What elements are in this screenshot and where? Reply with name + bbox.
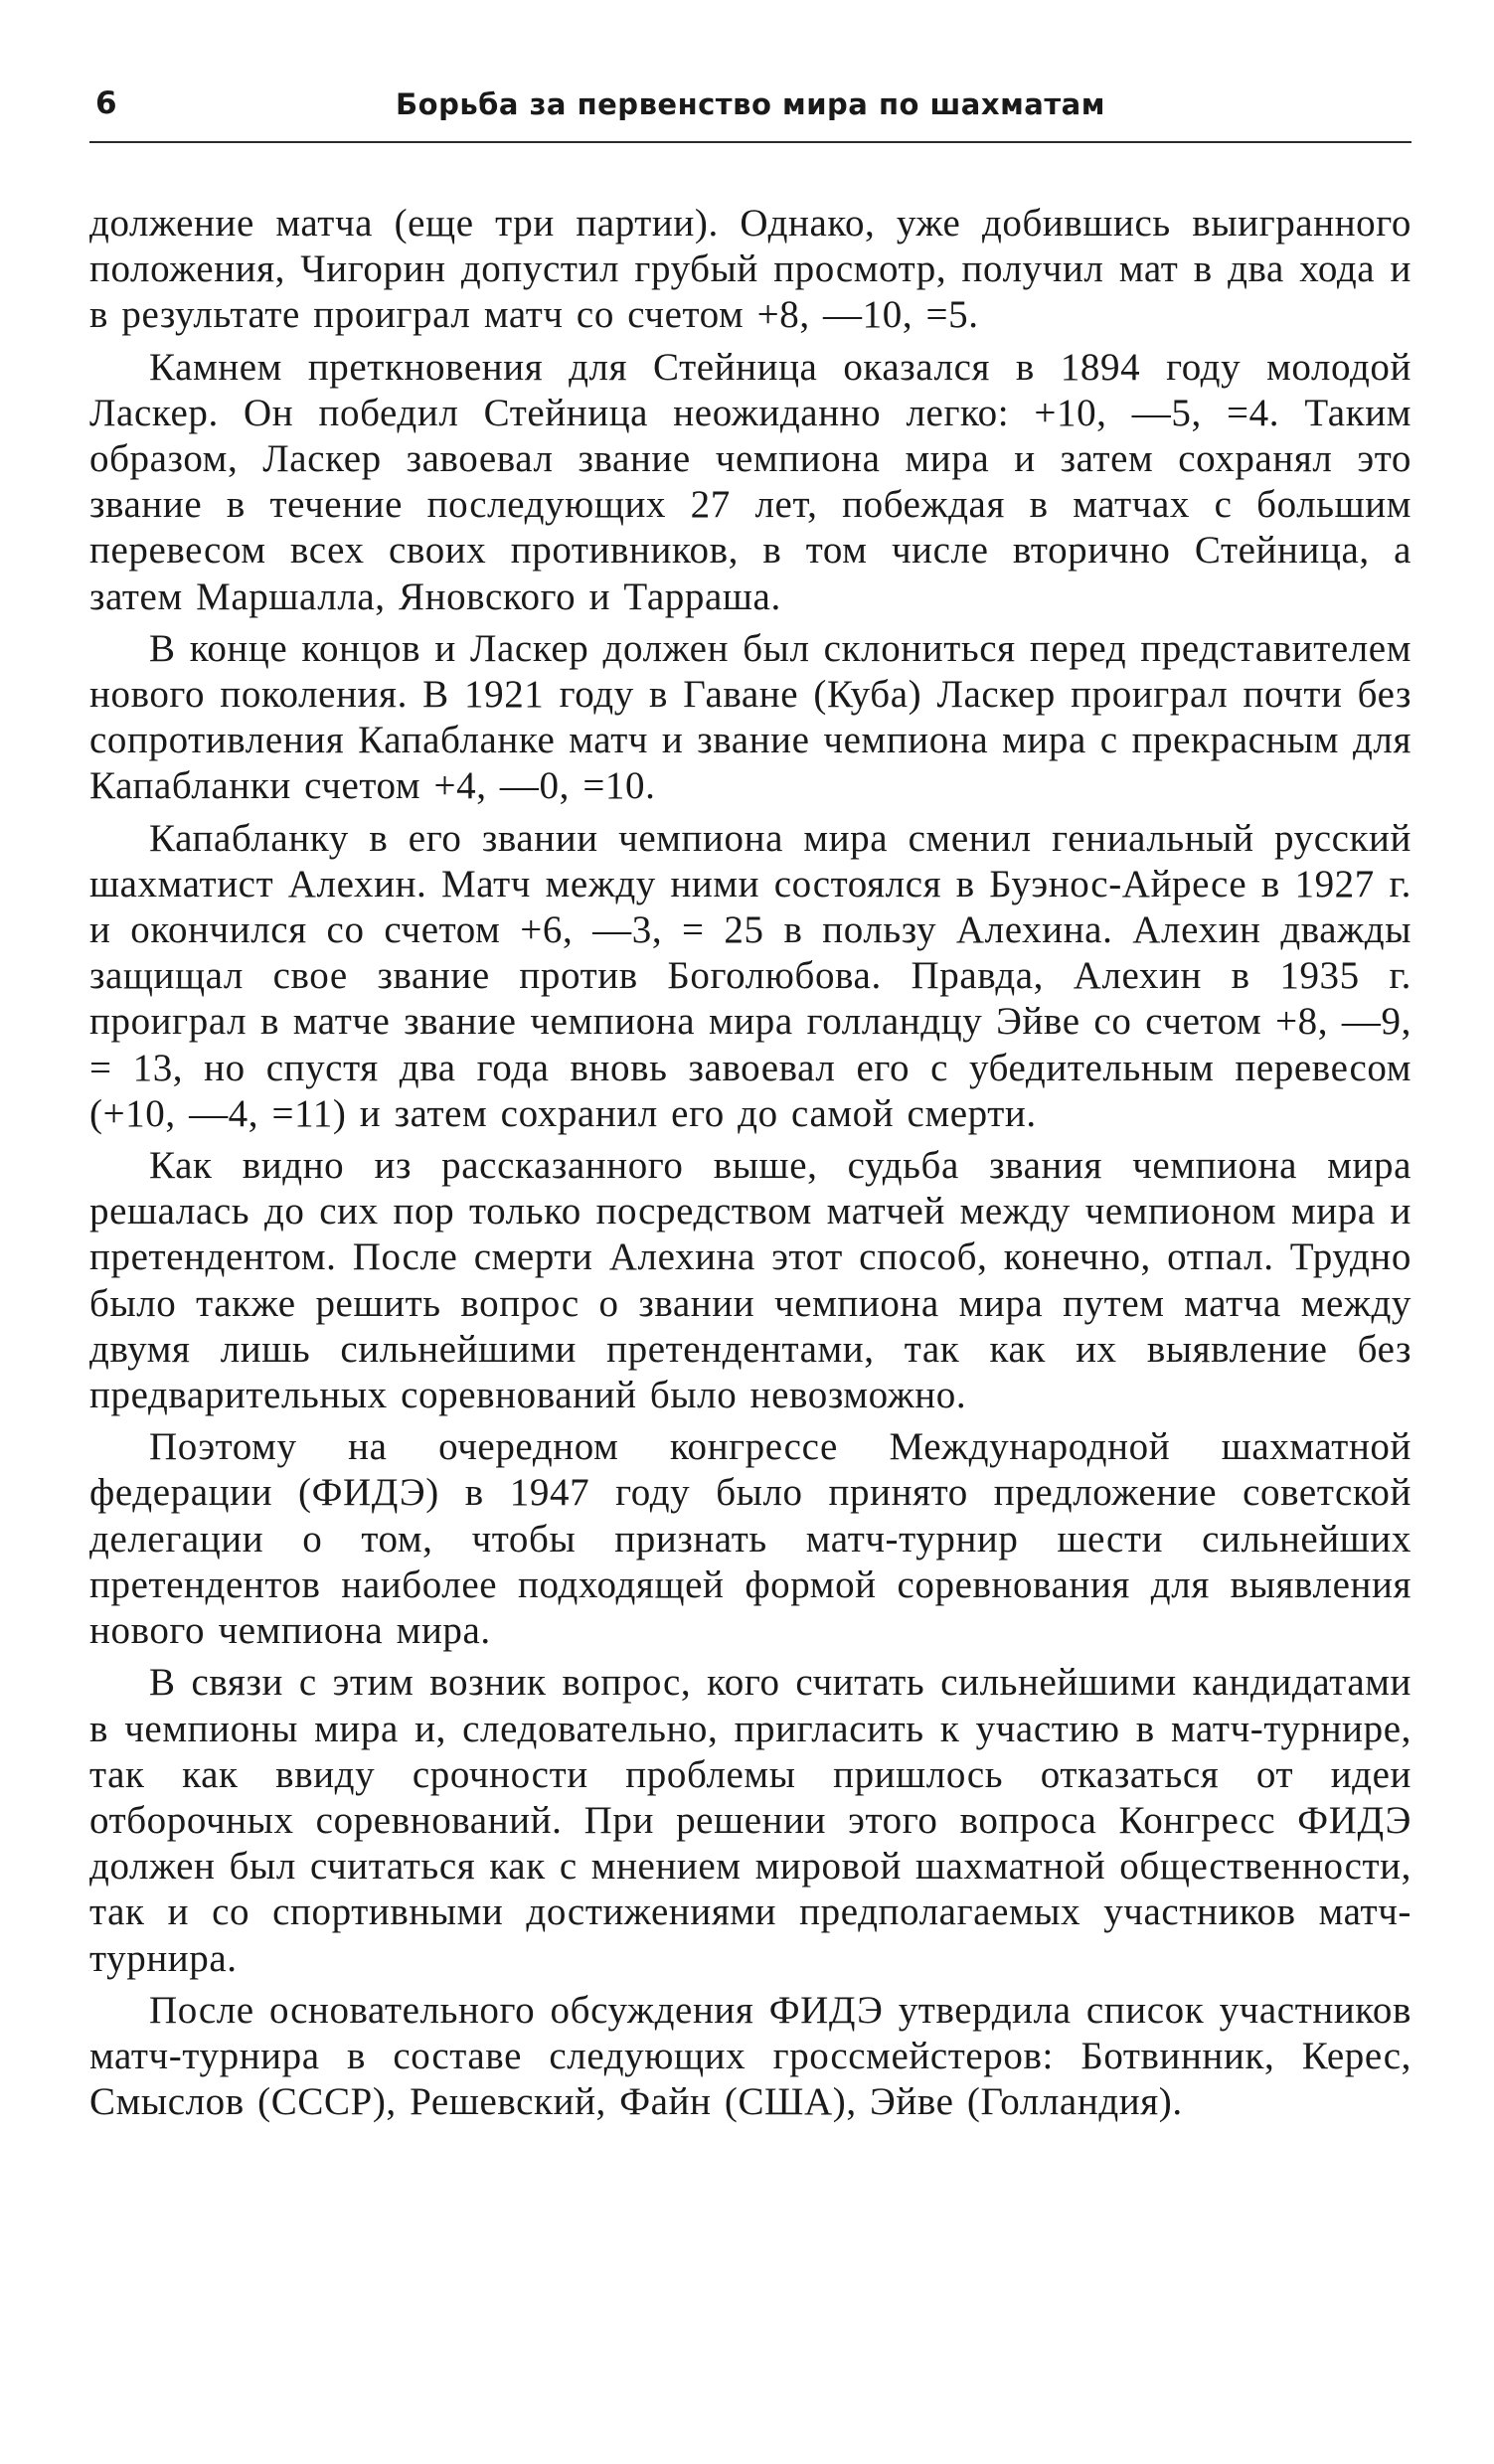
paragraph-participants: После основательного обсуждения ФИДЭ утвердила список участников матч-турнира в составе следующих гроссмейстеров: Ботвинник, Керес, Смыслов (СССР), Решевский, Файн (США), Эйве (Голландия). xyxy=(89,1988,1411,2124)
paragraph-capablanca-lasker: В конце концов и Ласкер должен был склониться перед представителем нового поколения. В 1921 году в Гаване (Куба) Ласкер проиграл почти без сопротивления Капабланке матч и звание чемпиона мира с прекрасным для Капабланки счетом +4, —0, =10. xyxy=(89,626,1411,808)
paragraph-title-fate: Как видно из рассказанного выше, судьба звания чемпиона мира решалась до сих пор только посредством матчей между чемпионом мира и претендентом. После смерти Алехина этот способ, конечно, отпал. Трудно было также решить вопрос о звании чемпиона мира путем матча между двумя лишь сильнейшими претендентами, так как их выявление без предварительных соревнований было невозможно. xyxy=(89,1144,1411,1417)
paragraph-fide-congress: Поэтому на очередном конгрессе Международной шахматной федерации (ФИДЭ) в 1947 году было принято предложение советской делегации о том, чтобы признать матч-турнир шести сильнейших претендентов наиболее подходящей формой соревнования для выявления нового чемпиона мира. xyxy=(89,1425,1411,1653)
running-header xyxy=(89,80,1411,143)
running-title: Борьба за первенство мира по шахматам xyxy=(396,87,1105,121)
page-number: 6 xyxy=(95,85,117,121)
paragraph-candidates-question: В связи с этим возник вопрос, кого считать сильнейшими кандидатами в чемпионы мира и, следовательно, пригласить к участию в матч-турнире, так как ввиду срочности проблемы пришлось отказаться от идеи отборочных соревнований. При решении этого вопроса Конгресс ФИДЭ должен был считаться как с мнением мировой шахматной общественности, так и со спортивными достижениями предполагаемых участников матч-турнира. xyxy=(89,1661,1411,1980)
paragraph-continuation: должение матча (еще три партии). Однако, уже добившись выигранного положения, Чигорин допустил грубый просмотр, получил мат в два хода и в результате проиграл матч со счетом +8, —10, =5. xyxy=(89,202,1411,337)
paragraph-alekhine: Капабланку в его звании чемпиона мира сменил гениальный русский шахматист Алехин. Матч между ними состоялся в Буэнос-Айресе в 1927 г. и окончился со счетом +6, —3, = 25 в пользу Алехина. Алехин дважды защищал свое звание против Боголюбова. Правда, Алехин в 1935 г. проиграл в матче звание чемпиона мира голландцу Эйве со счетом +8, —9, = 13, но спустя два года вновь завоевал его с убедительным перевесом (+10, —4, =11) и затем сохранил его до самой смерти. xyxy=(89,816,1411,1135)
body-text xyxy=(89,201,1411,2125)
book-page xyxy=(89,80,1411,2425)
paragraph-lasker-steinitz: Камнем преткновения для Стейница оказался в 1894 году молодой Ласкер. Он победил Стейница неожиданно легко: +10, —5, =4. Таким образом, Ласкер завоевал звание чемпиона мира и затем сохранял это звание в течение последующих 27 лет, побеждая в матчах с большим перевесом всех своих противников, в том числе вторично Стейница, а затем Маршалла, Яновского и Тарраша. xyxy=(89,345,1411,618)
